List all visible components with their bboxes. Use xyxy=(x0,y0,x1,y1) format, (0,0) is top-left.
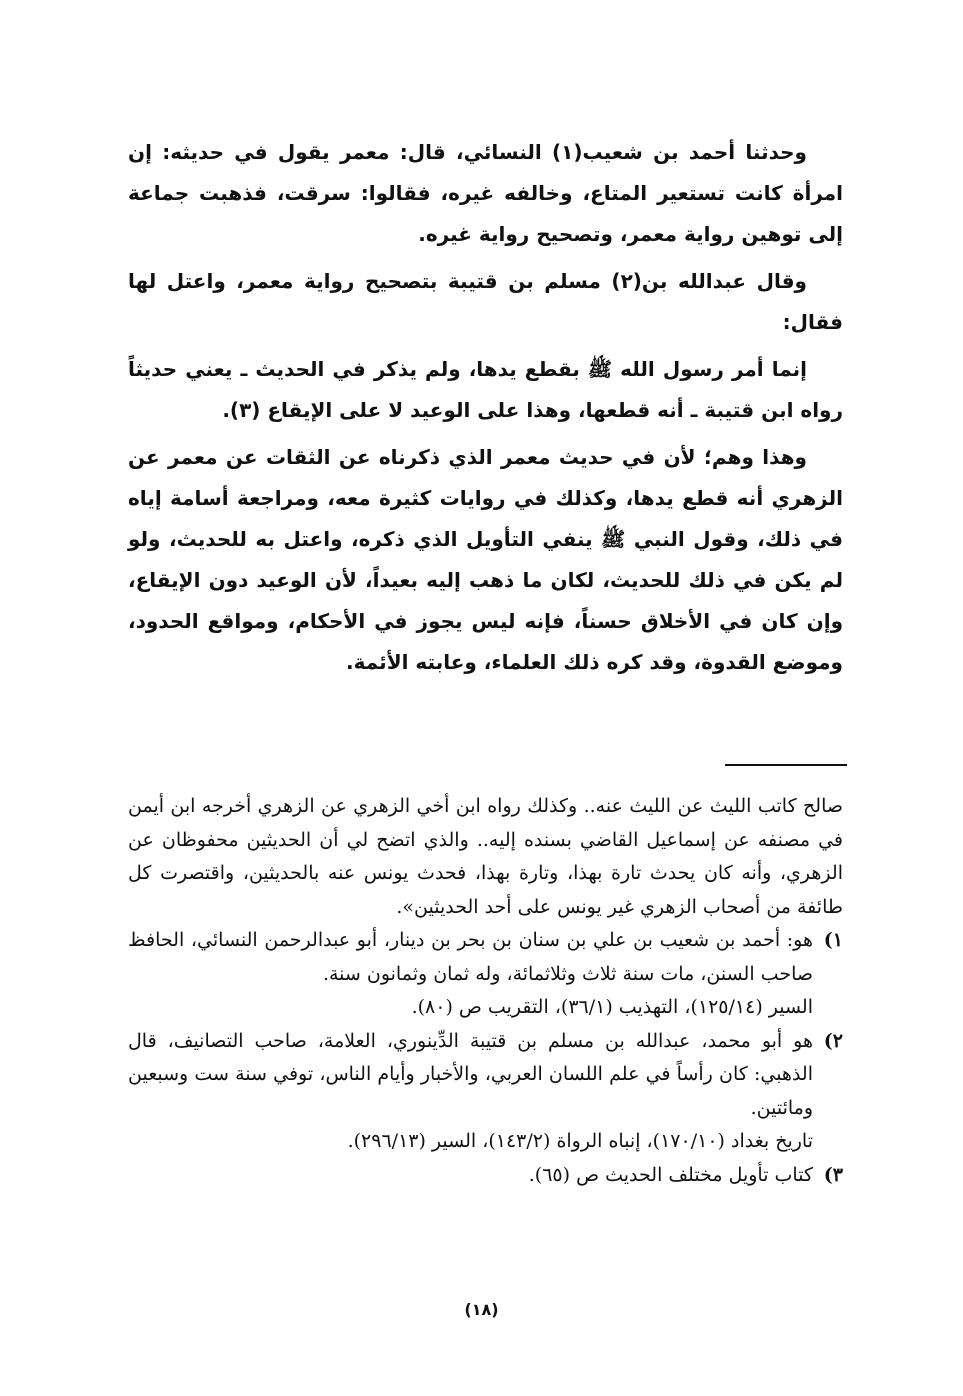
paragraph-2: وقال عبدالله بن(٢) مسلم بن قتيبة بتصحيح رواية معمر، واعتل لها فقال: xyxy=(128,269,843,334)
footnote-reference: تاريخ بغداد (١٧٠/١٠)، إنباه الرواة (١٤٣/٢)، السير (٢٩٦/١٣). xyxy=(347,1130,813,1152)
paragraph-1: وحدثنا أحمد بن شعيب(١) النسائي، قال: معمر يقول في حديثه: إن امرأة كانت تستعير المتاع، وخالفه غيره، فقالوا: سرقت، فذهبت جماعة إلى توهين رواية معمر، وتصحيح رواية غيره. xyxy=(128,140,843,246)
footnote-continuation: صالح كاتب الليث عن الليث عنه.. وكذلك رواه ابن أخي الزهري عن الزهري أخرجه ابن أيمن في مصنفه عن إسماعيل القاضي بسنده إليه.. والذي اتضح لي أن الحديثين محفوظان عن الزهري، وأنه كان يحدث تارة بهذا، وتارة بهذا، فحدث يونس عنه بالحديثين، واقتصرت كل طائفة من أصحاب الزهري غير يونس على أحد الحديثين». xyxy=(128,795,843,918)
footnote-number: ٢) xyxy=(823,1029,843,1052)
footnote-1 xyxy=(128,924,843,1025)
paragraph-4: وهذا وهم؛ لأن في حديث معمر الذي ذكرناه عن الثقات عن معمر عن الزهري أنه قطع يدها، وكذلك في روايات كثيرة معه، ومراجعة أسامة إياه في ذلك، وقول النبي ﷺ ينفي التأويل الذي ذكره، واعتل به للحديث، ولو لم يكن في ذلك للحديث، لكان ما ذهب إليه بعيداً، لأن الوعيد دون الإيقاع، وإن كان في الأخلاق حسناً، فإنه ليس يجوز في الأحكام، ومواقع الحدود، وموضع القدوة، وقد كره ذلك العلماء، وعابته الأئمة. xyxy=(128,445,843,674)
footnotes xyxy=(128,790,843,1192)
footnote-reference: السير (١٢٥/١٤)، التهذيب (٣٦/١)، التقريب ص (٨٠). xyxy=(411,996,813,1018)
footnote-text: هو: أحمد بن شعيب بن علي بن سنان بن بحر بن دينار، أبو عبدالرحمن النسائي، الحافظ صاحب السنن، مات سنة ثلاث وثلاثمائة، وله ثمان وثمانون سنة. xyxy=(128,929,813,985)
footnote-number: ١) xyxy=(823,929,843,951)
main-text xyxy=(128,132,843,683)
footnote-text: كتاب تأويل مختلف الحديث ص (٦٥). xyxy=(528,1163,813,1186)
footnote-3 xyxy=(128,1159,843,1193)
page-number: (١٨) xyxy=(464,1300,499,1319)
paragraph-3: إنما أمر رسول الله ﷺ بقطع يدها، ولم يذكر في الحديث ـ يعني حديثاً رواه ابن قتيبة ـ أنه قطعها، وهذا على الوعيد لا على الإيقاع (٣). xyxy=(128,357,843,422)
footnote-text: هو أبو محمد، عبدالله بن مسلم بن قتيبة الدِّينوري، العلامة، صاحب التصانيف، قال الذهبي: كان رأساً في علم اللسان العربي، والأخبار وأيام الناس، توفي سنة ست وسبعين ومائتين. xyxy=(128,1029,813,1119)
footnote-number: ٣) xyxy=(823,1163,843,1186)
footnote-separator xyxy=(725,764,847,766)
footnote-2 xyxy=(128,1025,843,1159)
